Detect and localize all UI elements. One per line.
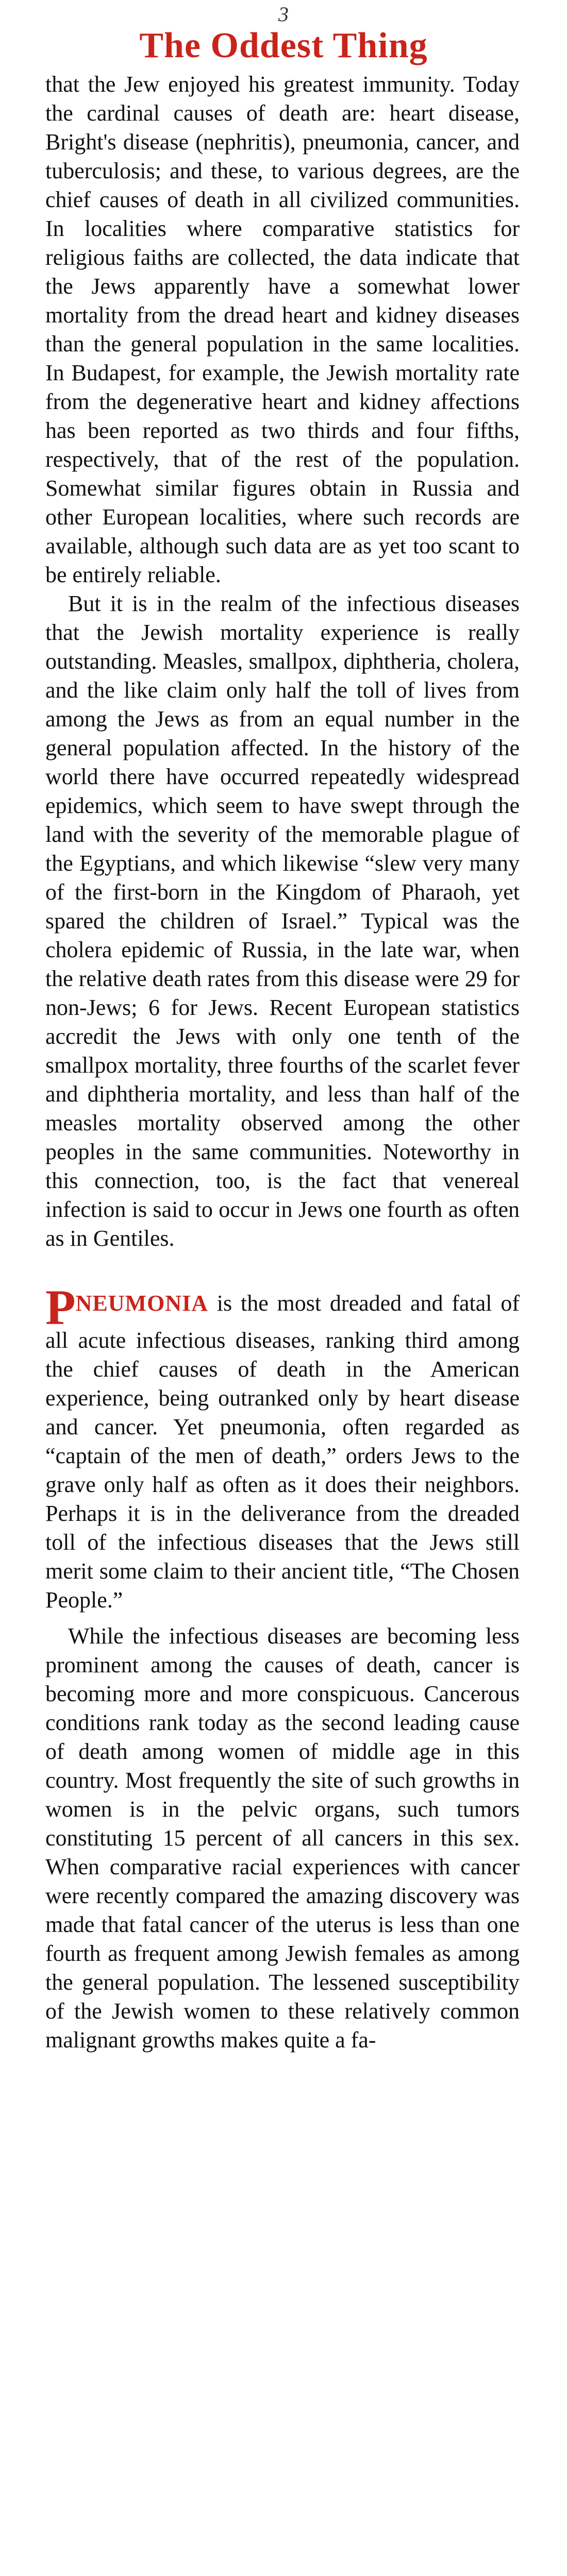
drop-cap: P [45, 1280, 76, 1335]
running-head: The Oddest Thing [139, 26, 428, 65]
page-number: 3 [278, 3, 289, 26]
lead-word: NEUMONIA [75, 1291, 208, 1316]
paragraph-3 [45, 1280, 520, 1615]
paragraph-1: that the Jew enjoyed his greatest immunity. Today the cardinal causes of death are: heart disease, Bright's disease (nephritis), pneumonia, cancer, and tuberculosis; and these, to various degrees, are the chief causes of death in all civilized communities. In localities where comparative statistics for religious faiths are collected, the data indicate that the Jews apparently have a somewhat lower mortality from the dread heart and kidney diseases than the general population in the same localities. In Budapest, for example, the Jewish mortality rate from the degenerative heart and kidney affections has been reported as two thirds and four fifths, respectively, that of the rest of the population. Somewhat similar figures obtain in Russia and other European localities, where such records are available, although such data are as yet too scant to be entirely reliable. [45, 72, 520, 587]
article-column [45, 70, 520, 2055]
paragraph-3-text: is the most dreaded and fatal of all acute infectious diseases, ranking third among the chief causes of death in the American experience, being outranked only by heart disease and cancer. Yet pneumonia, often regarded as “captain of the men of death,” orders Jews to the grave only half as often as it does their neighbors. Perhaps it is in the deliverance from the dreaded toll of the infectious diseases that the Jews still merit some claim to their ancient title, “The Chosen People.” [45, 1291, 520, 1613]
paragraph-2: But it is in the realm of the infectious diseases that the Jewish mortality experience is really outstanding. Measles, smallpox, diphtheria, cholera, and the like claim only half the toll of lives from among the Jews as from an equal number in the general population affected. In the history of the world there have occurred repeatedly widespread epidemics, which seem to have swept through the land with the severity of the memorable plague of the Egyptians, and which likewise “slew very many of the first-born in the Kingdom of Pharaoh, yet spared the children of Israel.” Typical was the cholera epidemic of Russia, in the late war, when the relative death rates from this disease were 29 for non-Jews; 6 for Jews. Recent European statistics accredit the Jews with only one tenth of the smallpox mortality, three fourths of the scarlet fever and diphtheria mortality, and less than half of the measles mortality observed among the other peoples in the same communities. Noteworthy in this connection, too, is the fact that venereal infection is said to occur in Jews one fourth as often as in Gentiles. [45, 591, 520, 1251]
section-break [45, 1253, 520, 1289]
paragraph-4: While the infectious diseases are becoming less prominent among the causes of death, cancer is becoming more and more conspicuous. Cancerous conditions rank today as the second leading cause of death among women of middle age in this country. Most frequently the site of such growths in women is in the pelvic organs, such tumors constituting 15 percent of all cancers in this sex. When comparative racial experiences with cancer were recently compared the amazing discovery was made that fatal cancer of the uterus is less than one fourth as frequent among Jewish females as among the general population. The lessened susceptibility of the Jewish women to these relatively common malignant growths makes quite a fa- [45, 1623, 520, 2053]
